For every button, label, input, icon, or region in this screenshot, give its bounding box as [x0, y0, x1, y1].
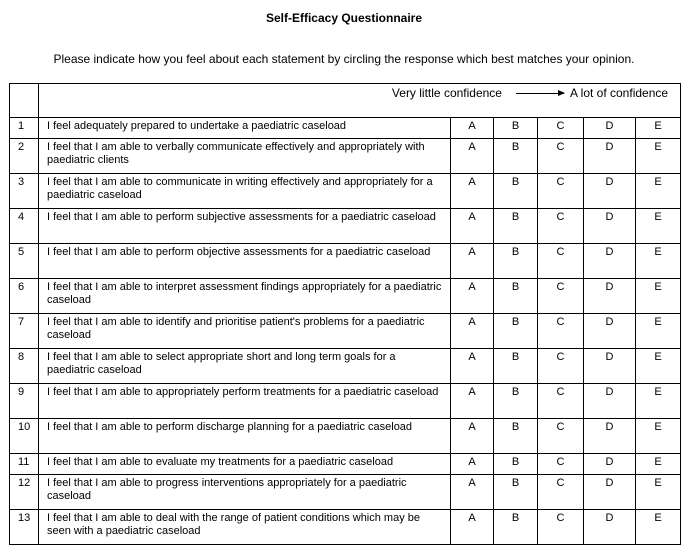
response-option-d[interactable]: D: [584, 174, 636, 209]
response-option-c[interactable]: C: [538, 118, 584, 139]
response-option-a[interactable]: A: [451, 349, 494, 384]
table-row: [10, 139, 681, 174]
table-row: [10, 118, 681, 139]
table-row: [10, 314, 681, 349]
response-option-e[interactable]: E: [636, 475, 681, 510]
item-number: 10: [10, 419, 39, 454]
item-statement: I feel that I am able to perform subjective assessments for a paediatric caseload: [39, 209, 451, 244]
response-option-c[interactable]: C: [538, 209, 584, 244]
table-row: [10, 279, 681, 314]
page-title: Self-Efficacy Questionnaire: [265, 11, 423, 25]
item-number: 12: [10, 475, 39, 510]
scale-low-label: Very little confidence: [391, 86, 502, 100]
response-option-e[interactable]: E: [636, 118, 681, 139]
response-option-d[interactable]: D: [584, 349, 636, 384]
questionnaire-table: [9, 83, 681, 545]
response-option-a[interactable]: A: [451, 174, 494, 209]
response-option-b[interactable]: B: [494, 139, 538, 174]
response-option-b[interactable]: B: [494, 174, 538, 209]
response-option-e[interactable]: E: [636, 454, 681, 475]
response-option-c[interactable]: C: [538, 475, 584, 510]
response-option-b[interactable]: B: [494, 384, 538, 419]
response-option-d[interactable]: D: [584, 419, 636, 454]
item-statement: I feel adequately prepared to undertake a paediatric caseload: [39, 118, 451, 139]
response-option-c[interactable]: C: [538, 419, 584, 454]
response-option-c[interactable]: C: [538, 314, 584, 349]
response-option-b[interactable]: B: [494, 118, 538, 139]
item-statement: I feel that I am able to perform objective assessments for a paediatric caseload: [39, 244, 451, 279]
scale-high-label: A lot of confidence: [569, 86, 669, 100]
item-statement: I feel that I am able to appropriately perform treatments for a paediatric caseload: [39, 384, 451, 419]
response-option-a[interactable]: A: [451, 384, 494, 419]
item-number: 8: [10, 349, 39, 384]
table-header-row: [10, 84, 681, 118]
response-option-e[interactable]: E: [636, 384, 681, 419]
item-number: 9: [10, 384, 39, 419]
item-number: 7: [10, 314, 39, 349]
response-option-e[interactable]: E: [636, 279, 681, 314]
response-option-a[interactable]: A: [451, 118, 494, 139]
item-number: 4: [10, 209, 39, 244]
response-option-b[interactable]: B: [494, 419, 538, 454]
item-statement: I feel that I am able to perform discharge planning for a paediatric caseload: [39, 419, 451, 454]
response-option-d[interactable]: D: [584, 139, 636, 174]
response-option-d[interactable]: D: [584, 475, 636, 510]
item-number: 3: [10, 174, 39, 209]
table-row: [10, 475, 681, 510]
response-option-b[interactable]: B: [494, 244, 538, 279]
table-row: [10, 510, 681, 545]
table-row: [10, 349, 681, 384]
response-option-a[interactable]: A: [451, 510, 494, 545]
response-option-c[interactable]: C: [538, 454, 584, 475]
response-option-a[interactable]: A: [451, 314, 494, 349]
response-option-b[interactable]: B: [494, 454, 538, 475]
response-option-b[interactable]: B: [494, 510, 538, 545]
confidence-scale: [39, 84, 681, 118]
response-option-d[interactable]: D: [584, 118, 636, 139]
response-option-c[interactable]: C: [538, 384, 584, 419]
response-option-e[interactable]: E: [636, 510, 681, 545]
item-statement: I feel that I am able to communicate in writing effectively and appropriately for a paediatric caseload: [39, 174, 451, 209]
response-option-a[interactable]: A: [451, 419, 494, 454]
item-number: 11: [10, 454, 39, 475]
response-option-a[interactable]: A: [451, 475, 494, 510]
response-option-b[interactable]: B: [494, 475, 538, 510]
response-option-a[interactable]: A: [451, 454, 494, 475]
response-option-b[interactable]: B: [494, 209, 538, 244]
response-option-d[interactable]: D: [584, 454, 636, 475]
response-option-d[interactable]: D: [584, 209, 636, 244]
response-option-a[interactable]: A: [451, 279, 494, 314]
table-row: [10, 419, 681, 454]
item-statement: I feel that I am able to progress interventions appropriately for a paediatric caseload: [39, 475, 451, 510]
response-option-b[interactable]: B: [494, 349, 538, 384]
response-option-d[interactable]: D: [584, 510, 636, 545]
response-option-c[interactable]: C: [538, 139, 584, 174]
instructions-text: Please indicate how you feel about each statement by circling the response which best matches your opinion.: [53, 52, 635, 66]
item-number: 5: [10, 244, 39, 279]
response-option-b[interactable]: B: [494, 279, 538, 314]
response-option-a[interactable]: A: [451, 139, 494, 174]
response-option-e[interactable]: E: [636, 419, 681, 454]
item-number: 6: [10, 279, 39, 314]
response-option-e[interactable]: E: [636, 314, 681, 349]
item-statement: I feel that I am able to select appropriate short and long term goals for a paediatric caseload: [39, 349, 451, 384]
table-row: [10, 244, 681, 279]
response-option-e[interactable]: E: [636, 209, 681, 244]
response-option-c[interactable]: C: [538, 510, 584, 545]
response-option-c[interactable]: C: [538, 174, 584, 209]
table-row: [10, 384, 681, 419]
response-option-d[interactable]: D: [584, 314, 636, 349]
response-option-a[interactable]: A: [451, 244, 494, 279]
response-option-c[interactable]: C: [538, 244, 584, 279]
item-number: 2: [10, 139, 39, 174]
response-option-c[interactable]: C: [538, 279, 584, 314]
table-row: [10, 454, 681, 475]
item-statement: I feel that I am able to interpret assessment findings appropriately for a paediatric caseload: [39, 279, 451, 314]
response-option-a[interactable]: A: [451, 209, 494, 244]
response-option-d[interactable]: D: [584, 279, 636, 314]
item-statement: I feel that I am able to deal with the range of patient conditions which may be seen with a paediatric caseload: [39, 510, 451, 545]
response-option-b[interactable]: B: [494, 314, 538, 349]
response-option-c[interactable]: C: [538, 349, 584, 384]
item-statement: I feel that I am able to evaluate my treatments for a paediatric caseload: [39, 454, 451, 475]
response-option-e[interactable]: E: [636, 349, 681, 384]
table-row: [10, 209, 681, 244]
response-option-e[interactable]: E: [636, 174, 681, 209]
item-statement: I feel that I am able to verbally communicate effectively and appropriately with paediatric clients: [39, 139, 451, 174]
header-blank-cell: [10, 84, 39, 118]
response-option-d[interactable]: D: [584, 244, 636, 279]
table-row: [10, 174, 681, 209]
arrow-right-icon: [516, 93, 564, 94]
response-option-e[interactable]: E: [636, 139, 681, 174]
item-statement: I feel that I am able to identify and prioritise patient's problems for a paediatric caseload: [39, 314, 451, 349]
response-option-d[interactable]: D: [584, 384, 636, 419]
response-option-e[interactable]: E: [636, 244, 681, 279]
item-number: 13: [10, 510, 39, 545]
item-number: 1: [10, 118, 39, 139]
